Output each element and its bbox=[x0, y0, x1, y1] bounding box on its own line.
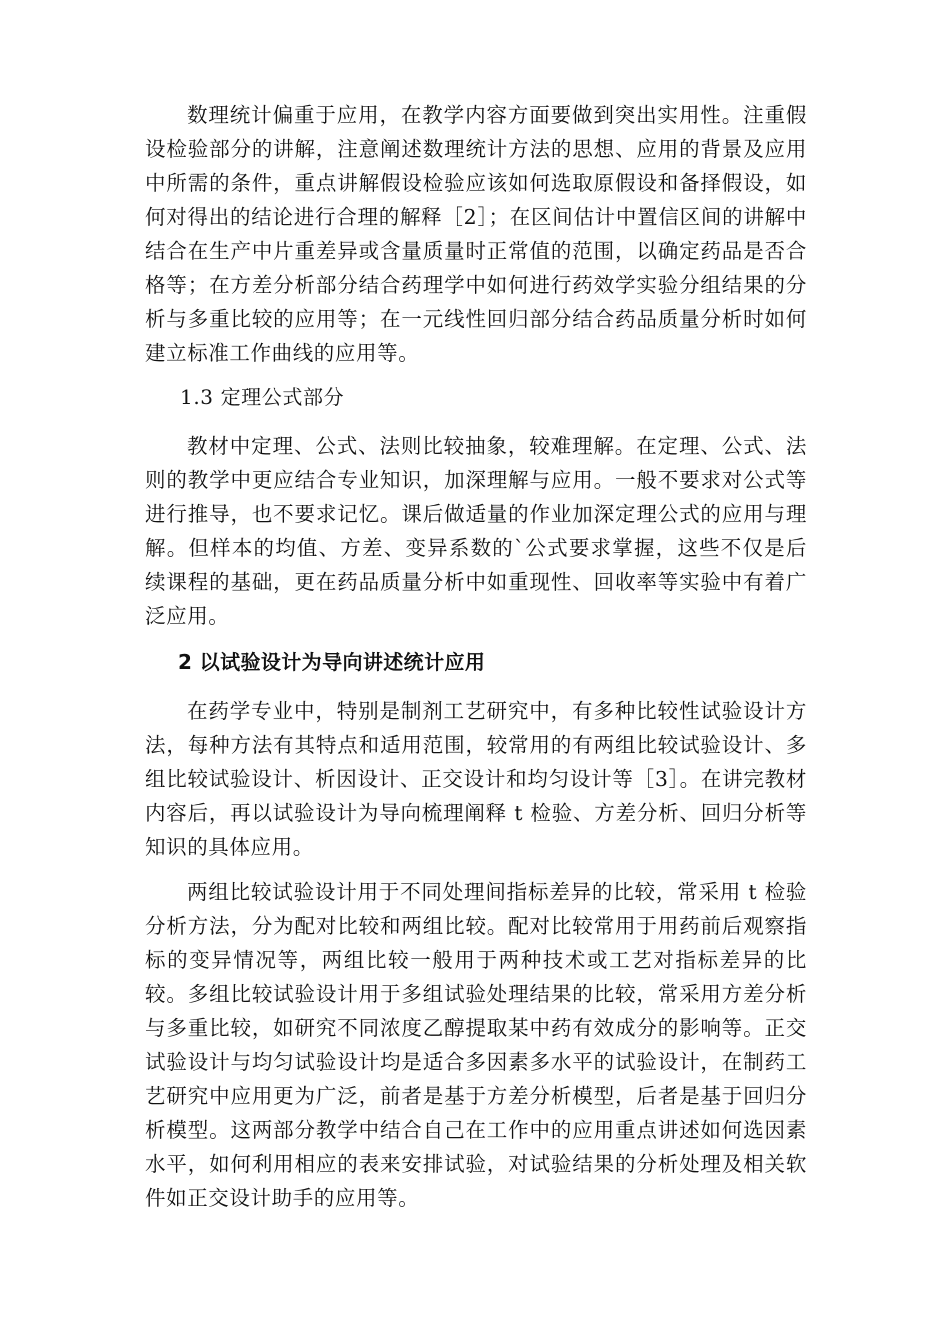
paragraph-statistics-application: 数理统计偏重于应用，在教学内容方面要做到突出实用性。注重假设检验部分的讲解，注意阐述数理统计方法的思想、应用的背景及应用中所需的条件，重点讲解假设检验应该如何选取原假设和备择假设，如何对得出的结论进行合理的解释［2］；在区间估计中置信区间的讲解中结合在生产中片重差异或含量质量时正常值的范围，以确定药品是否合格等；在方差分析部分结合药理学中如何进行药效学实验分组结果的分析与多重比较的应用等；在一元线性回归部分结合药品质量分析时如何建立标准工作曲线的应用等。 bbox=[145, 103, 807, 365]
section-heading-2: 2 以试验设计为导向讲述统计应用 bbox=[178, 650, 486, 674]
paragraph-theorem-formula: 教材中定理、公式、法则比较抽象，较难理解。在定理、公式、法则的教学中更应结合专业知识，加深理解与应用。一般不要求对公式等进行推导，也不要求记忆。课后做适量的作业加深定理公式的应用与理解。但样本的均值、方差、变异系数的`公式要求掌握，这些不仅是后续课程的基础，更在药品质量分析中如重现性、回收率等实验中有着广泛应用。 bbox=[145, 434, 807, 628]
paragraph-comparison-designs: 两组比较试验设计用于不同处理间指标差异的比较，常采用 t 检验分析方法，分为配对比较和两组比较。配对比较常用于用药前后观察指标的变异情况等，两组比较一般用于两种技术或工艺对指标差异的比较。多组比较试验设计用于多组试验处理结果的比较，常采用方差分析与多重比较，如研究不同浓度乙醇提取某中药有效成分的影响等。正交试验设计与均匀试验设计均是适合多因素多水平的试验设计，在制药工艺研究中应用更为广泛，前者是基于方差分析模型，后者是基于回归分析模型。这两部分教学中结合自己在工作中的应用重点讲述如何选因素水平，如何利用相应的表来安排试验，对试验结果的分析处理及相关软件如正交设计助手的应用等。 bbox=[145, 880, 807, 1210]
section-heading-1-3: 1.3 定理公式部分 bbox=[180, 385, 345, 409]
paragraph-experiment-design: 在药学专业中，特别是制剂工艺研究中，有多种比较性试验设计方法，每种方法有其特点和适用范围，较常用的有两组比较试验设计、多组比较试验设计、析因设计、正交设计和均匀设计等［3］。在讲完教材内容后，再以试验设计为导向梳理阐释 t 检验、方差分析、回归分析等知识的具体应用。 bbox=[145, 699, 807, 859]
